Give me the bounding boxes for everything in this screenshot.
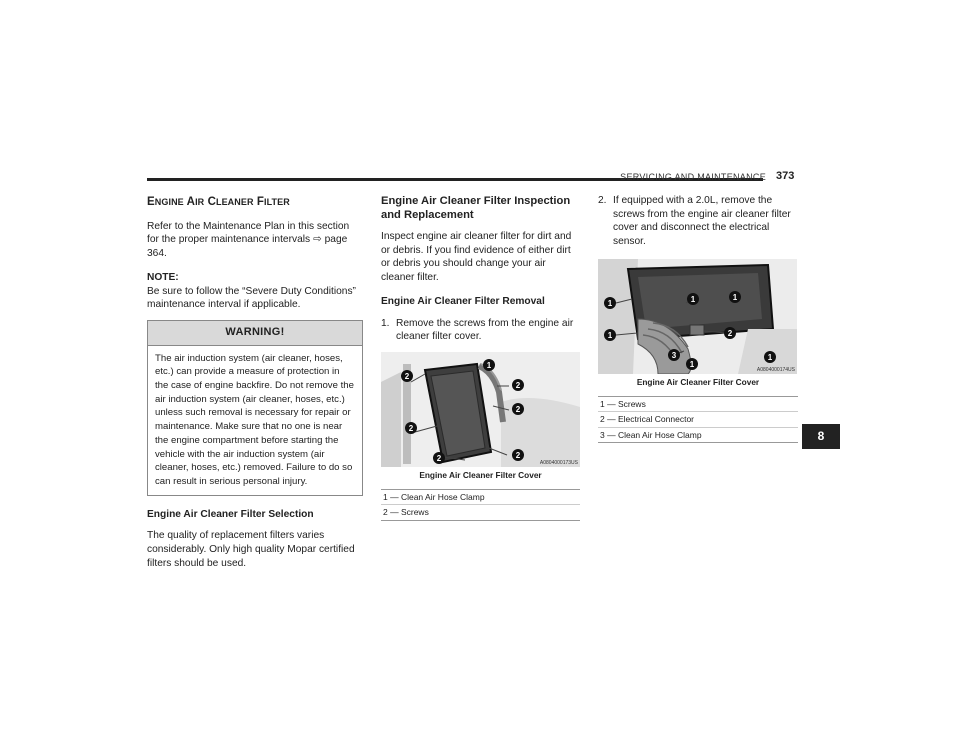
callout-1: 1 bbox=[689, 359, 695, 369]
page-reference-arrow-icon: ⇨ bbox=[313, 234, 322, 246]
inspection-heading: Engine Air Cleaner Filter Inspection and Replacement bbox=[381, 195, 571, 221]
figure-air-cleaner-1 bbox=[381, 352, 580, 467]
inspection-paragraph: Inspect engine air cleaner filter for dirt and or debris. If you find evidence of either dirt or debris you should change your air cleaner filter. bbox=[381, 231, 572, 284]
callout-2: 2 bbox=[515, 450, 521, 460]
legend-item: 2 — Screws bbox=[381, 504, 580, 520]
chapter-tab: 8 bbox=[802, 424, 840, 449]
removal-heading: Engine Air Cleaner Filter Removal bbox=[381, 295, 545, 307]
legend-item: 1 — Screws bbox=[600, 398, 646, 409]
note-text: Be sure to follow the “Severe Duty Conditions” maintenance interval if applicable. bbox=[147, 285, 356, 311]
intro-paragraph: Refer to the Maintenance Plan in this section for the proper maintenance intervals ⇨ page 364. bbox=[147, 220, 350, 260]
step-2: 2. If equipped with a 2.0L, remove the screws from the engine air cleaner filter cover and disconnect the electrical sensor. bbox=[598, 195, 791, 248]
callout-2: 2 bbox=[404, 371, 410, 381]
callout-1: 1 bbox=[690, 294, 696, 304]
image-code: A0804000174US bbox=[756, 366, 795, 373]
callout-2: 2 bbox=[515, 380, 521, 390]
section-title: ENGINE AIR CLEANER FILTER bbox=[147, 196, 290, 208]
figure-caption: Engine Air Cleaner Filter Cover bbox=[419, 469, 542, 480]
callout-1: 1 bbox=[767, 352, 773, 362]
column-3 bbox=[598, 194, 798, 443]
callout-1: 1 bbox=[486, 360, 492, 370]
warning-title: WARNING! bbox=[148, 321, 362, 346]
image-code: A0804000173US bbox=[539, 459, 578, 466]
callout-2: 2 bbox=[436, 453, 442, 463]
selection-heading: Engine Air Cleaner Filter Selection bbox=[147, 508, 314, 520]
callout-1: 1 bbox=[607, 330, 613, 340]
callout-2: 2 bbox=[727, 328, 733, 338]
header-section-title: SERVICING AND MAINTENANCE bbox=[620, 172, 766, 182]
warning-text: The air induction system (air cleaner, hoses, etc.) can provide a measure of protection in the case of engine backfire. Do not remove the air induction system (air cleaner, hoses, etc.) unless such removal is necessary for repair or maintenance. Make sure that no one is near the engine compartment before starting the vehicle with the air induction system (air cleaner, hoses, etc.) removed. Failure to do so can result in serious personal injury. bbox=[155, 352, 354, 487]
callout-2: 2 bbox=[408, 423, 414, 433]
legend-item: 2 — Electrical Connector bbox=[598, 411, 798, 427]
legend-item: 1 — Clean Air Hose Clamp bbox=[383, 491, 485, 502]
selection-paragraph: The quality of replacement filters varies considerably. Only high quality Mopar certified filters should be used. bbox=[147, 530, 355, 569]
column-2 bbox=[381, 194, 580, 521]
figure-legend bbox=[381, 489, 580, 521]
engine-bay-illustration-2 bbox=[598, 259, 797, 374]
page-reference-link[interactable]: page 364. bbox=[147, 234, 348, 260]
legend-item: 3 — Clean Air Hose Clamp bbox=[598, 427, 798, 443]
warning-box bbox=[147, 320, 363, 496]
page-number: 373 bbox=[776, 170, 795, 182]
note-label: NOTE: bbox=[147, 271, 179, 283]
callout-2: 2 bbox=[515, 404, 521, 414]
step-1: 1. Remove the screws from the engine air cleaner filter cover. bbox=[381, 317, 574, 343]
figure-air-cleaner-2 bbox=[598, 259, 798, 374]
figure-legend bbox=[598, 396, 798, 444]
callout-1: 1 bbox=[732, 292, 738, 302]
figure-caption: Engine Air Cleaner Filter Cover bbox=[636, 376, 760, 387]
callout-3: 3 bbox=[671, 350, 677, 360]
engine-bay-illustration-1 bbox=[381, 352, 580, 467]
column-1 bbox=[147, 196, 363, 580]
note-block bbox=[147, 271, 363, 312]
callout-1: 1 bbox=[607, 298, 613, 308]
